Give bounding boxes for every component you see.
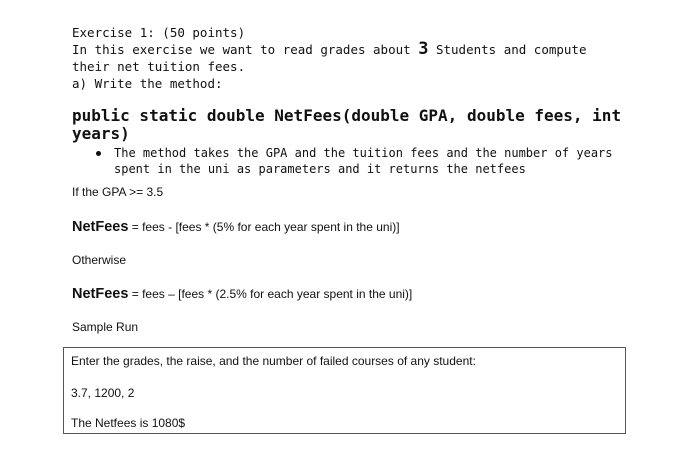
formula-expression: = fees – [fees * (2.5% for each year spent in the uni)] [128,287,413,301]
formula-term: NetFees [72,219,129,235]
sample-output: The Netfees is 1080$ [71,416,186,430]
sample-prompt: Enter the grades, the raise, and the number of failed courses of any student: [71,354,476,368]
bullet-line-2: spent in the uni as parameters and it returns the netfees [114,162,526,176]
condition-otherwise: Otherwise [72,253,127,267]
formula-high-gpa [72,219,400,235]
bullet-icon [96,151,101,156]
method-signature-line-2: years) [72,124,130,143]
formula-term: NetFees [72,286,129,302]
intro-text-before: In this exercise we want to read grades about [72,42,419,57]
sample-input: 3.7, 1200, 2 [71,386,135,400]
intro-line-1 [72,41,586,58]
method-signature-line-1: public static double NetFees(double GPA, double fees, int [72,106,622,125]
bullet-line-1: The method takes the GPA and the tuition fees and the number of years [114,146,613,160]
student-count: 3 [418,39,429,59]
intro-text-after: Students and compute [428,42,587,57]
condition-if: If the GPA >= 3.5 [72,185,164,199]
sample-run-title: Sample Run [72,320,139,334]
exercise-heading: Exercise 1: (50 points) [72,25,246,40]
formula-expression: = fees - [fees * (5% for each year spent in the uni)] [128,220,400,234]
sample-run-box [63,347,626,434]
intro-line-2: their net tuition fees. [72,59,246,74]
formula-low-gpa [72,286,412,302]
part-a-label: a) Write the method: [72,76,223,91]
